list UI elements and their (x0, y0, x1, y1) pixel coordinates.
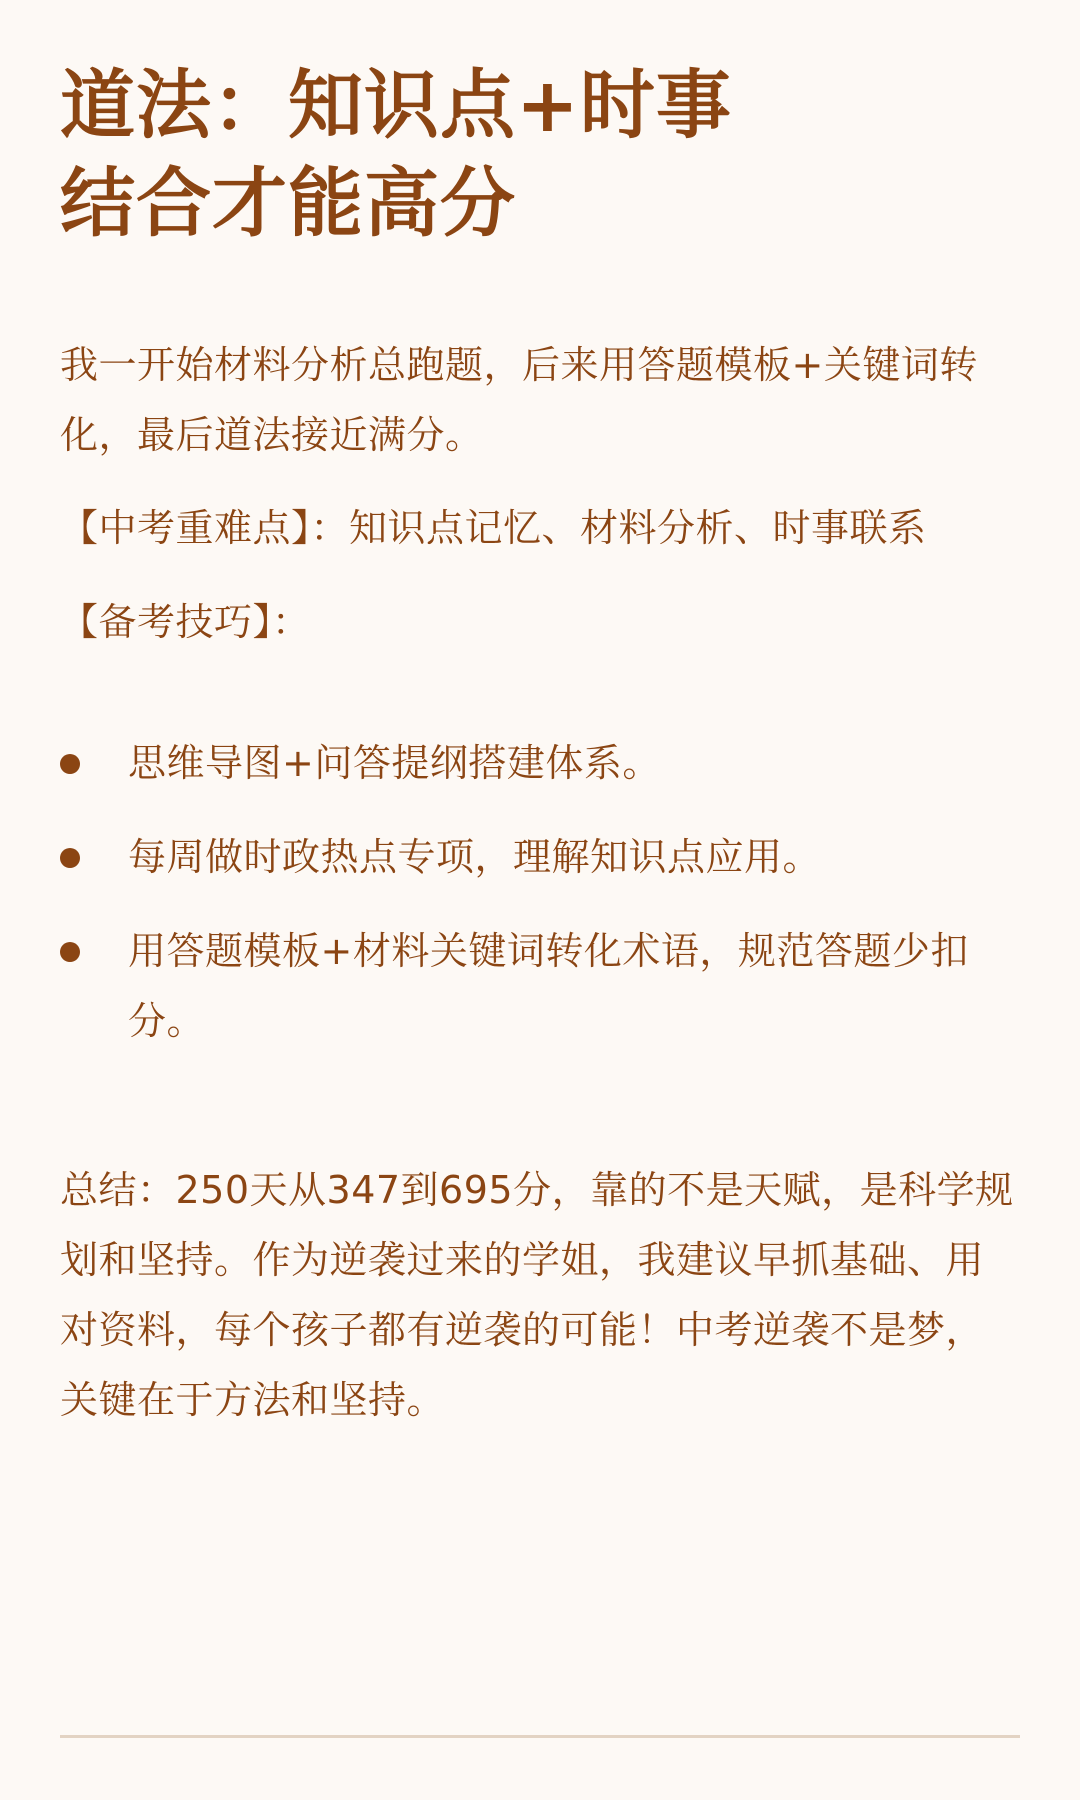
list-item (60, 728, 1020, 798)
bottom-divider (60, 1735, 1020, 1738)
bullet-dot-icon (60, 754, 80, 774)
summary-paragraph: 总结：250天从347到695分，靠的不是天赋，是科学规划和坚持。作为逆袭过来的学姐，我建议早抓基础、用对资料，每个孩子都有逆袭的可能！中考逆袭不是梦，关键在于方法和坚持。 (60, 1168, 1014, 1422)
tip-text: 用答题模板+材料关键词转化术语，规范答题少扣分。 (128, 929, 969, 1043)
key-difficulties: 【中考重难点】：知识点记忆、材料分析、时事联系 (60, 506, 927, 550)
tip-text: 思维导图+问答提纲搭建体系。 (128, 741, 661, 785)
bullet-dot-icon (60, 942, 80, 962)
page-title (60, 56, 960, 252)
intro-paragraph: 我一开始材料分析总跑题，后来用答题模板+关键词转化，最后道法接近满分。 (60, 343, 978, 457)
list-item (60, 916, 1020, 1056)
list-item (60, 822, 1020, 892)
tips-list (60, 728, 1020, 1080)
bullet-dot-icon (60, 848, 80, 868)
tips-heading: 【备考技巧】： (60, 600, 311, 644)
title-line-2: 结合才能高分 (60, 159, 517, 247)
tip-text: 每周做时政热点专项，理解知识点应用。 (128, 835, 822, 879)
title-line-1: 道法：知识点+时事 (60, 61, 732, 149)
